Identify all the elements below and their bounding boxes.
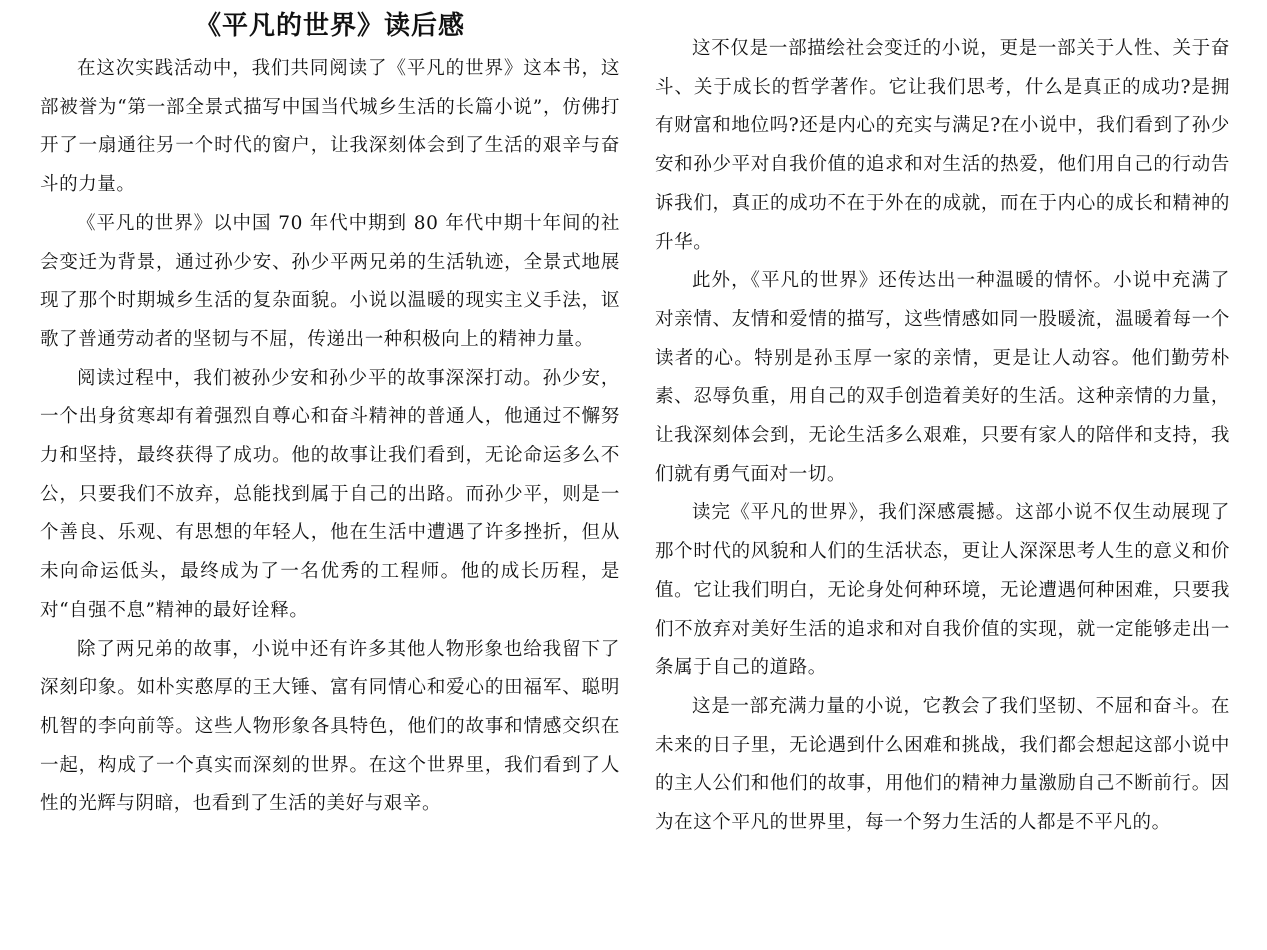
left-column [40, 0, 620, 824]
paragraph-7: 读完《平凡的世界》，我们深感震撼。这部小说不仅生动展现了那个时代的风貌和人们的生活状态，更让人深深思考人生的意义和价值。它让我们明白，无论身处何种环境，无论遭遇何种困难，只要我们不放弃对美好生活的追求和对自我价值的实现，就一定能够走出一条属于自己的道路。 [655, 502, 1230, 679]
right-column [655, 0, 1230, 843]
paragraph-3: 阅读过程中，我们被孙少安和孙少平的故事深深打动。孙少安，一个出身贫寒却有着强烈自尊心和奋斗精神的普通人，他通过不懈努力和坚持，最终获得了成功。他的故事让我们看到，无论命运多么不公，只要我们不放弃，总能找到属于自己的出路。而孙少平，则是一个善良、乐观、有思想的年轻人，他在生活中遭遇了许多挫折，但从未向命运低头，最终成为了一名优秀的工程师。他的成长历程，是对“自强不息”精神的最好诠释。 [40, 367, 620, 621]
paragraph-4: 除了两兄弟的故事，小说中还有许多其他人物形象也给我留下了深刻印象。如朴实憨厚的王大锤、富有同情心和爱心的田福军、聪明机智的李向前等。这些人物形象各具特色，他们的故事和情感交织在一起，构成了一个真实而深刻的世界。在这个世界里，我们看到了人性的光辉与阴暗，也看到了生活的美好与艰辛。 [40, 638, 620, 815]
document-title: 《平凡的世界》读后感 [194, 11, 465, 41]
paragraph-1: 在这次实践活动中，我们共同阅读了《平凡的世界》这本书，这部被誉为“第一部全景式描写中国当代城乡生活的长篇小说”，仿佛打开了一扇通往另一个时代的窗户，让我深刻体会到了生活的艰辛与奋斗的力量。 [40, 58, 620, 196]
paragraph-2: 《平凡的世界》以中国 70 年代中期到 80 年代中期十年间的社会变迁为背景，通过孙少安、孙少平两兄弟的生活轨迹，全景式地展现了那个时期城乡生活的复杂面貌。小说以温暖的现实主义手法，讴歌了普通劳动者的坚韧与不屈，传递出一种积极向上的精神力量。 [40, 212, 620, 350]
paragraph-5: 这不仅是一部描绘社会变迁的小说，更是一部关于人性、关于奋斗、关于成长的哲学著作。它让我们思考，什么是真正的成功?是拥有财富和地位吗?还是内心的充实与满足?在小说中，我们看到了孙少安和孙少平对自我价值的追求和对生活的热爱，他们用自己的行动告诉我们，真正的成功不在于外在的成就，而在于内心的成长和精神的升华。 [655, 38, 1230, 253]
paragraph-8: 这是一部充满力量的小说，它教会了我们坚韧、不屈和奋斗。在未来的日子里，无论遇到什么困难和挑战，我们都会想起这部小说中的主人公们和他们的故事，用他们的精神力量激励自己不断前行。因为在这个平凡的世界里，每一个努力生活的人都是不平凡的。 [655, 695, 1230, 834]
paragraph-6: 此外，《平凡的世界》还传达出一种温暖的情怀。小说中充满了对亲情、友情和爱情的描写，这些情感如同一股暖流，温暖着每一个读者的心。特别是孙玉厚一家的亲情，更是让人动容。他们勤劳朴素、忍辱负重，用自己的双手创造着美好的生活。这种亲情的力量，让我深刻体会到，无论生活多么艰难，只要有家人的陪伴和支持，我们就有勇气面对一切。 [655, 270, 1230, 485]
